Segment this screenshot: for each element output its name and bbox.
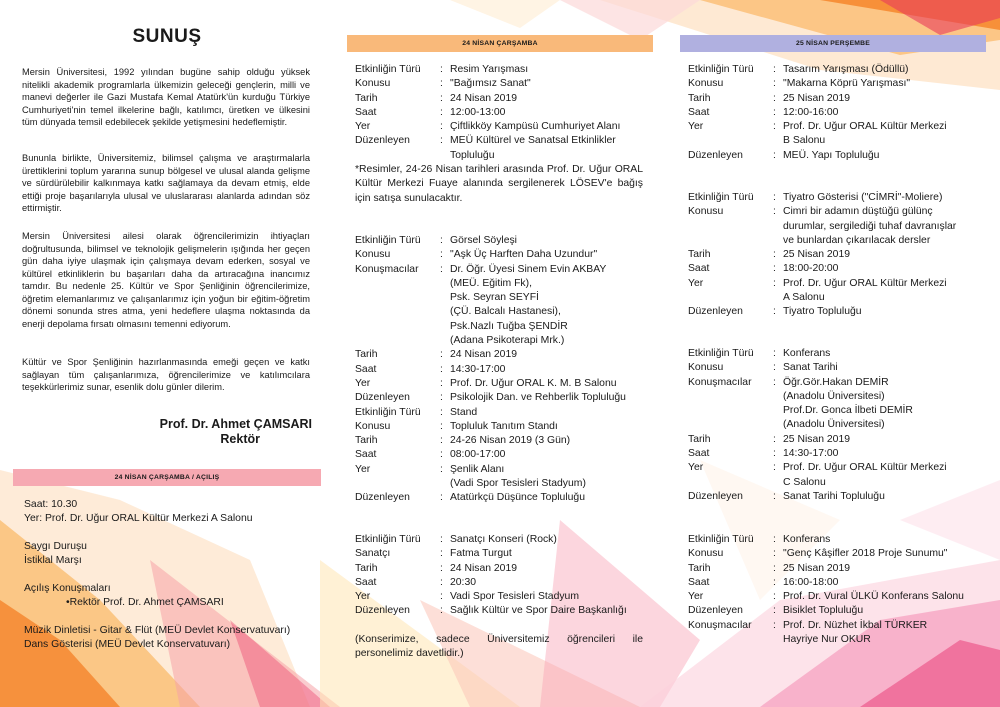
event-field-value: 08:00-17:00 [450, 449, 506, 461]
event-field-value: Şenlik Alanı (Vadi Spor Tesisleri Stadyum) [450, 463, 586, 490]
event-field-label: Etkinliğin Türü [688, 534, 754, 545]
event-field-value: Atatürkçü Düşünce Topluluğu [450, 492, 585, 504]
opening-header: 24 NİSAN ÇARŞAMBA / AÇILIŞ [13, 469, 321, 486]
event-field-separator: : [773, 433, 776, 445]
opening-line: Dans Gösterisi (MEÜ Devlet Konservatuvarı) [24, 639, 231, 650]
event-field-label: Konusu [355, 420, 391, 432]
day24-header: 24 NİSAN ÇARŞAMBA [347, 35, 653, 52]
event-field-value: Konferans [783, 348, 831, 359]
event-row [355, 463, 645, 492]
event-row [688, 433, 983, 447]
event-field-value: Bisiklet Topluluğu [783, 605, 864, 617]
day25-header: 25 NİSAN PERŞEMBE [680, 35, 986, 52]
event-row [688, 376, 983, 433]
event-field-separator: : [773, 249, 776, 261]
event-row [355, 234, 645, 248]
event-field-separator: : [773, 562, 776, 574]
event-field-label: Saat [355, 106, 377, 118]
event-row [355, 248, 645, 262]
event-row [688, 547, 983, 561]
event-field-label: Yer [355, 463, 371, 475]
event-field-separator: : [773, 591, 776, 603]
event-field-value: 12:00-13:00 [450, 106, 506, 118]
event-field-label: Tarih [688, 433, 711, 445]
event-field-label: Yer [355, 121, 371, 133]
event-field-value: Görsel Söyleşi [450, 235, 517, 246]
event-field-label: Yer [688, 591, 704, 603]
event-field-separator: : [773, 348, 776, 359]
event-field-value: Fatma Turgut [450, 548, 512, 560]
event-row [355, 63, 645, 77]
event-field-separator: : [773, 263, 776, 275]
event-field-value: Resim Yarışması [450, 64, 529, 75]
event-field-label: Yer [355, 591, 371, 603]
event-field-separator: : [773, 192, 776, 203]
event-field-value: "Genç Kâşifler 2018 Proje Sunumu" [783, 548, 948, 560]
event-field-separator: : [773, 64, 776, 75]
event-field-label: Düzenleyen [355, 605, 410, 617]
event-row [688, 248, 983, 262]
event-field-separator: : [773, 534, 776, 545]
event-field-separator: : [773, 619, 776, 631]
event-field-value: Çiftlikköy Kampüsü Cumhuriyet Alanı [450, 121, 621, 133]
event-field-separator: : [773, 277, 776, 289]
opening-line: Saygı Duruşu [24, 541, 87, 552]
event-field-separator: : [440, 263, 443, 275]
event-field-label: Saat [355, 449, 377, 461]
event-field-label: Yer [688, 121, 704, 133]
event-field-label: Etkinliğin Türü [688, 192, 754, 203]
opening-line: İstiklal Marşı [24, 555, 82, 566]
event-field-value: Sanatçı Konseri (Rock) [450, 534, 557, 545]
signer-name: Prof. Dr. Ahmet ÇAMSARI [159, 417, 312, 431]
event-field-value: 24 Nisan 2019 [450, 349, 518, 361]
event-block [688, 191, 983, 320]
event-row [688, 490, 983, 504]
event-field-value: 25 Nisan 2019 [783, 562, 851, 574]
event-field-separator: : [440, 392, 443, 404]
event-block [688, 63, 983, 163]
event-row [355, 92, 645, 106]
event-field-label: Konusu [688, 78, 724, 90]
event-field-value: Sağlık Kültür ve Spor Daire Başkanlığı [450, 605, 627, 617]
event-field-label: Düzenleyen [688, 306, 743, 318]
event-field-separator: : [440, 64, 443, 75]
event-block [355, 63, 645, 163]
opening-line [24, 568, 290, 582]
event-row [355, 77, 645, 91]
event-field-value: Tiyatro Gösterisi ("CİMRİ"-Moliere) [783, 192, 943, 203]
event-field-value: MEÜ. Yapı Topluluğu [783, 149, 880, 161]
event-field-value: Öğr.Gör.Hakan DEMİR (Anadolu Üniversitesi) Prof.Dr. Gonca İlbeti DEMİR (Anadolu Üniversitesi) [783, 376, 913, 431]
event-row [355, 348, 645, 362]
event-field-value: Topluluk Tanıtım Standı [450, 420, 558, 432]
event-field-label: Tarih [355, 562, 378, 574]
event-field-label: Konuşmacılar [355, 263, 419, 275]
event-row [688, 191, 983, 205]
opening-line: Müzik Dinletisi - Gitar & Flüt (MEÜ Devlet Konservatuvarı) [24, 625, 291, 636]
event-row [688, 347, 983, 361]
event-row [355, 448, 645, 462]
event-field-label: Etkinliğin Türü [355, 235, 421, 246]
event-row [688, 590, 983, 604]
event-field-label: Saat [688, 576, 710, 588]
event-row [355, 547, 645, 561]
opening-line [24, 526, 290, 540]
event-field-separator: : [440, 106, 443, 118]
event-field-label: Tarih [355, 92, 378, 104]
event-field-separator: : [773, 576, 776, 588]
event-row [688, 205, 983, 248]
event-field-value: 20:30 [450, 576, 477, 588]
event-field-separator: : [773, 121, 776, 133]
event-row [355, 106, 645, 120]
sunus-paragraph-1: Mersin Üniversitesi, 1992 yılından bugüne sahip olduğu yüksek nitelikli akademik programlarla ülkemizin geleceği gençlerin, milli ve manevi değerler ile Gazi Mustafa Kemal Atatürk'ün kurduğu Türkiye Cumhuriyeti'nin temel ilkelerine bağlı, katılımcı, üretken ve ülkesini tüm dünyada temsil edebilecek şekilde yetişmesini hedeflemiştir. [22, 67, 310, 127]
event-field-label: Düzenleyen [688, 149, 743, 161]
event-field-separator: : [440, 121, 443, 133]
event-field-label: Tarih [355, 349, 378, 361]
event-field-value: 25 Nisan 2019 [783, 92, 851, 104]
event-field-value: Prof. Dr. Vural ÜLKÜ Konferans Salonu [783, 591, 964, 603]
event-field-label: Saat [355, 576, 377, 588]
event-field-label: Düzenleyen [688, 490, 743, 502]
event-row [355, 391, 645, 405]
exhibition-note: *Resimler, 24-26 Nisan tarihleri arasında Prof. Dr. Uğur ORAL Kültür Merkezi Fuaye alanında sergilenerek LÖSEV'e bağış için satışa sunulacaktır. [355, 164, 643, 204]
event-field-label: Etkinliğin Türü [355, 534, 421, 545]
event-field-separator: : [440, 435, 443, 447]
event-field-separator: : [773, 548, 776, 560]
event-field-separator: : [773, 448, 776, 460]
sunus-paragraph-3: Mersin Üniversitesi ailesi olarak öğrencilerimizin ihtiyaçları doğrultusunda, bilimsel ve teknolojik gelişmelerin ışığında her geçen gün daha iyiye ulaşmak için çalışmaya devam ederken, sosyal ve kültürel etkinliklerin bu başarıları daha da artıracağına inancımız tamdır. Bu nedenle 25. Kültür ve Spor Şenliğinin öğrencilerimize, öğretim elemanlarımız ve çalışanlarımız için yoğun bir eğitim-öğretim dönemi sonunda stres atma, yeni hedeflere ulaşma noktasında da enerji depolama fırsatı olmasını temenni ediyorum. [22, 231, 310, 329]
signature-block [22, 417, 312, 447]
signer-title: Rektör [220, 432, 260, 446]
event-field-label: Konusu [688, 206, 724, 218]
event-field-value: Prof. Dr. Uğur ORAL K. M. B Salonu [450, 377, 617, 389]
event-field-separator: : [773, 92, 776, 104]
event-field-separator: : [440, 492, 443, 504]
event-block [688, 347, 983, 504]
event-row [688, 533, 983, 547]
event-field-value: "Makarna Köprü Yarışması" [783, 78, 911, 90]
event-field-label: Sanatçı [355, 548, 391, 560]
event-row [355, 604, 645, 618]
event-field-label: Düzenleyen [355, 492, 410, 504]
opening-line: Yer: Prof. Dr. Uğur ORAL Kültür Merkezi A Salonu [24, 513, 253, 524]
event-block [355, 234, 645, 506]
event-field-label: Konusu [688, 362, 724, 374]
event-field-label: Tarih [688, 249, 711, 261]
event-field-separator: : [773, 306, 776, 318]
event-row [688, 77, 983, 91]
event-field-separator: : [440, 377, 443, 389]
event-field-value: 12:00-16:00 [783, 106, 839, 118]
event-field-separator: : [773, 462, 776, 474]
event-row [688, 461, 983, 490]
event-row [355, 406, 645, 420]
event-field-value: 16:00-18:00 [783, 576, 839, 588]
event-field-label: Tarih [688, 92, 711, 104]
event-field-separator: : [440, 420, 443, 432]
event-row [688, 361, 983, 375]
event-field-value: 24-26 Nisan 2019 (3 Gün) [450, 435, 571, 447]
event-field-label: Saat [688, 448, 710, 460]
event-row [355, 590, 645, 604]
event-field-label: Yer [688, 277, 704, 289]
event-field-value: 25 Nisan 2019 [783, 433, 851, 445]
event-row [355, 576, 645, 590]
opening-line: Saat: 10.30 [24, 499, 78, 510]
event-field-value: 24 Nisan 2019 [450, 562, 518, 574]
event-field-value: Sanat Tarihi Topluluğu [783, 490, 885, 502]
concert-note: (Konserimize, sadece Üniversitemiz öğrencileri ile personelimiz davetlidir.) [355, 634, 643, 660]
event-field-separator: : [440, 562, 443, 574]
event-field-label: Konusu [688, 548, 724, 560]
event-field-separator: : [773, 362, 776, 374]
event-row [688, 262, 983, 276]
event-field-value: 24 Nisan 2019 [450, 92, 518, 104]
event-field-separator: : [440, 92, 443, 104]
event-field-label: Yer [355, 377, 371, 389]
event-field-separator: : [440, 78, 443, 90]
event-field-label: Yer [688, 462, 704, 474]
event-row [688, 277, 983, 306]
event-row [355, 263, 645, 349]
event-row [688, 604, 983, 618]
event-row [355, 533, 645, 547]
event-field-value: Konferans [783, 534, 831, 545]
event-field-separator: : [440, 576, 443, 588]
event-field-separator: : [440, 463, 443, 475]
event-field-label: Düzenleyen [355, 135, 410, 147]
event-field-label: Etkinliğin Türü [355, 64, 421, 75]
event-field-separator: : [773, 605, 776, 617]
event-field-label: Etkinliğin Türü [688, 348, 754, 359]
event-field-label: Etkinliğin Türü [355, 406, 421, 418]
event-field-label: Konuşmacılar [688, 619, 752, 631]
event-field-label: Düzenleyen [355, 392, 410, 404]
event-field-separator: : [440, 135, 443, 147]
event-block [355, 533, 645, 619]
event-row [688, 120, 983, 149]
event-field-label: Saat [355, 363, 377, 375]
event-field-separator: : [440, 349, 443, 361]
event-field-label: Saat [688, 263, 710, 275]
event-field-separator: : [773, 78, 776, 90]
sunus-paragraph-4: Kültür ve Spor Şenliğinin hazırlanmasında emeği geçen ve katkı sağlayan tüm çalışanlarımıza, öğrencilerimize ve katılımcılara teşekkürlerimiz sunar, esenlik dolu günler dilerim. [22, 357, 310, 392]
event-field-label: Konusu [355, 78, 391, 90]
event-field-separator: : [773, 376, 776, 388]
event-field-separator: : [773, 106, 776, 118]
event-row [355, 562, 645, 576]
event-field-label: Konuşmacılar [688, 376, 752, 388]
event-field-separator: : [440, 406, 443, 418]
event-row [688, 447, 983, 461]
event-row [688, 106, 983, 120]
event-field-separator: : [440, 249, 443, 261]
event-field-separator: : [440, 605, 443, 617]
event-field-value: MEÜ Kültürel ve Sanatsal Etkinlikler Topluluğu [450, 135, 616, 161]
event-row [355, 134, 645, 163]
event-field-label: Düzenleyen [688, 605, 743, 617]
event-row [688, 576, 983, 590]
opening-line: •Rektör Prof. Dr. Ahmet ÇAMSARI [66, 597, 224, 608]
event-row [688, 63, 983, 77]
event-field-value: Prof. Dr. Nüzhet İkbal TÜRKER Hayriye Nur OKUR [783, 619, 928, 646]
event-field-separator: : [773, 149, 776, 161]
sunus-title: SUNUŞ [132, 26, 202, 47]
event-field-separator: : [440, 591, 443, 603]
event-field-value: Tasarım Yarışması (Ödüllü) [783, 64, 909, 75]
opening-line [24, 610, 290, 624]
event-field-label: Tarih [355, 435, 378, 447]
event-field-separator: : [440, 235, 443, 246]
event-field-label: Saat [688, 106, 710, 118]
event-field-value: Prof. Dr. Uğur ORAL Kültür Merkezi C Salonu [783, 462, 947, 488]
event-field-separator: : [773, 206, 776, 218]
event-row [688, 149, 983, 163]
event-row [355, 120, 645, 134]
event-row [355, 363, 645, 377]
event-block [688, 533, 983, 647]
event-field-separator: : [440, 363, 443, 375]
event-row [688, 619, 983, 648]
event-field-label: Etkinliğin Türü [688, 64, 754, 75]
event-field-value: Prof. Dr. Uğur ORAL Kültür Merkezi A Salonu [783, 277, 947, 304]
event-row [688, 562, 983, 576]
event-row [355, 420, 645, 434]
event-field-value: "Bağımsız Sanat" [450, 78, 531, 90]
event-field-value: 25 Nisan 2019 [783, 249, 851, 261]
event-field-value: Sanat Tarihi [783, 362, 838, 374]
event-row [688, 305, 983, 319]
opening-program [24, 498, 290, 652]
event-field-value: Prof. Dr. Uğur ORAL Kültür Merkezi B Salonu [783, 121, 947, 147]
event-field-value: Dr. Öğr. Üyesi Sinem Evin AKBAY (MEÜ. Eğitim Fk), Psk. Seyran SEYFİ (ÇÜ. Balcalı Hastanesi), Psk.Nazlı Tuğba ŞENDİR (Adana Psikoterapi Mrk.) [450, 263, 607, 347]
event-field-value: Tiyatro Topluluğu [783, 306, 862, 318]
event-row [355, 434, 645, 448]
event-field-value: Cimri bir adamın düştüğü gülünç durumlar, sergilediği tuhaf davranışlar ve bunlardan çıkarılacak dersler [783, 206, 957, 246]
sunus-paragraph-2: Bununla birlikte, Üniversitemiz, bilimsel çalışma ve araştırmalarla ürettiklerini toplum yararına sunup bölgesel ve ulusal alanda gelişme ve sürdürülebilir kalkınmaya katkı sağlamaya da devam etmiş, elde ettiği proje başarılarıyla ulusal ve uluslararası alanlarda adından söz ettirmiştir. [22, 153, 310, 213]
event-field-value: 18:00-20:00 [783, 263, 839, 275]
event-field-value: Vadi Spor Tesisleri Stadyum [450, 591, 579, 603]
event-row [355, 377, 645, 391]
event-field-value: Stand [450, 406, 478, 418]
event-row [688, 92, 983, 106]
event-field-separator: : [440, 449, 443, 461]
event-field-label: Konusu [355, 249, 391, 261]
event-field-value: 14:30-17:00 [450, 363, 506, 375]
event-field-separator: : [440, 548, 443, 560]
event-row [355, 491, 645, 505]
event-field-value: 14:30-17:00 [783, 448, 839, 460]
event-field-separator: : [440, 534, 443, 545]
event-field-separator: : [773, 490, 776, 502]
opening-line: Açılış Konuşmaları [24, 583, 111, 594]
event-field-value: Psikolojik Dan. ve Rehberlik Topluluğu [450, 392, 626, 404]
event-field-label: Tarih [688, 562, 711, 574]
event-field-value: "Aşk Üç Harften Daha Uzundur" [450, 249, 598, 261]
